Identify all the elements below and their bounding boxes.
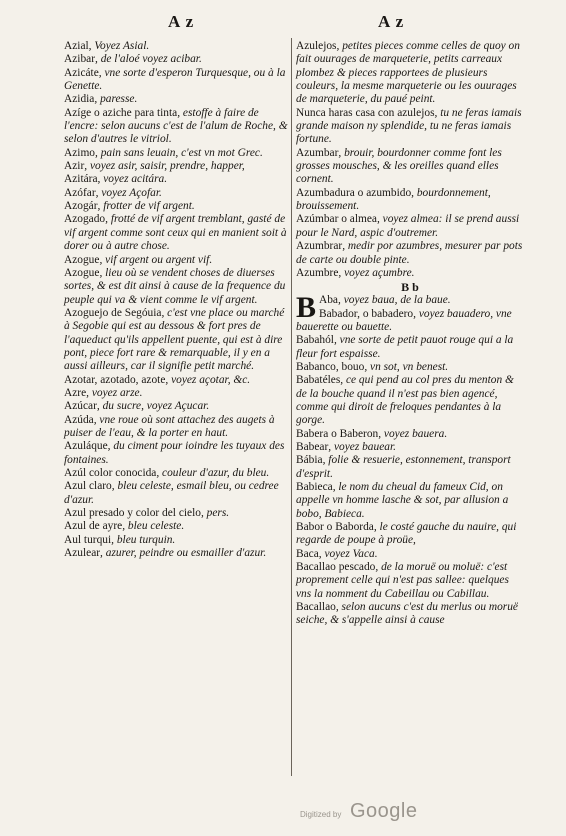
dictionary-entry [64, 387, 288, 400]
dictionary-entry [296, 601, 524, 628]
entry-translation: , c'est vne place ou marché à Segobie qui est au dessous & fort pres de l'aqueduct qu'ils appellent puente, qui est à dire pont, piece fort rare & remarquable, il y en a aussi ailleurs, car il signifie petit marché. [64, 306, 285, 373]
right-column-b-entries [296, 291, 524, 628]
entry-translation: , le costé gauche du nauire, qui regarde de poupe à proüe, [296, 521, 517, 547]
dictionary-entry [296, 361, 524, 374]
entry-headword: Azúda [64, 413, 94, 426]
entry-headword: Babear [296, 440, 329, 453]
entry-headword: Azúl color conocida [64, 467, 157, 479]
entry-headword: Azuláque [64, 440, 108, 453]
entry-headword: Azre [64, 386, 87, 399]
entry-headword: Azibar [64, 53, 95, 66]
entry-translation: , brouir, bourdonner comme font les grosses mousches, & les oreilles quand elles cornent. [296, 146, 502, 186]
dictionary-entry [296, 213, 524, 240]
dictionary-entry [64, 67, 288, 94]
dictionary-entry [296, 107, 524, 147]
entry-headword: Babador, o babadero [319, 307, 414, 320]
entry-translation: , azurer, peindre ou esmailler d'azur. [100, 547, 267, 560]
dictionary-entry [64, 534, 288, 547]
entry-headword: Azogue [64, 253, 100, 266]
entry-translation: , medir por azumbres, mesurer par pots de carte ou double pinte. [296, 240, 523, 266]
dictionary-entry [64, 307, 288, 374]
entry-headword: Azicáte [64, 66, 99, 79]
dictionary-entry [64, 480, 288, 507]
left-column [64, 40, 288, 560]
entry-headword: Babieca [296, 481, 333, 493]
dictionary-entry [64, 400, 288, 413]
entry-headword: Azogado [64, 213, 106, 226]
entry-translation: , le nom du cheual du fameux Cid, on appelle vn homme lasche & sot, par allusion a bobo, Babieca. [296, 481, 509, 520]
dictionary-entry [64, 440, 288, 467]
dictionary-entry [64, 53, 288, 66]
dictionary-entry [64, 374, 288, 387]
entry-headword: Azúmbar o almea [296, 213, 377, 226]
entry-translation: , voyez bauear. [328, 440, 396, 453]
entry-headword: Azumbar [296, 146, 339, 159]
entry-headword: Azogue [64, 266, 100, 279]
entry-headword: Azumbadura o azumbido [296, 186, 412, 199]
dictionary-entry [296, 481, 524, 521]
dictionary-entry [296, 548, 524, 561]
dictionary-entry [296, 441, 524, 454]
entry-translation: , pers. [200, 507, 230, 520]
dictionary-entry [296, 308, 524, 335]
entry-translation: , voyez arze. [86, 386, 143, 399]
dictionary-entry [296, 561, 524, 601]
entry-translation: , folie & resuerie, estonnement, transport d'esprit. [296, 454, 511, 480]
entry-translation: , vne sorte de petit pauot rouge qui a la fleur fort espaisse. [296, 334, 514, 360]
dictionary-entry [296, 334, 524, 361]
dictionary-entry [64, 520, 288, 533]
entry-translation: , vif argent ou argent vif. [99, 253, 213, 266]
dictionary-entry [64, 213, 288, 253]
dictionary-entry [64, 547, 288, 560]
entry-translation: , voyez almea: il se prend aussi pour le Nard, aspic d'outremer. [296, 213, 520, 239]
dictionary-entry [296, 240, 524, 267]
right-column [296, 40, 524, 628]
entry-headword: Azimo [64, 146, 96, 159]
entry-translation: , couleur d'azur, du bleu. [156, 467, 270, 479]
entry-headword: Azófar [64, 186, 96, 199]
entry-headword: Azul claro [64, 480, 112, 493]
entry-headword: Aba [319, 294, 338, 307]
entry-translation: , du ciment pour ioindre les tuyaux des fontaines. [64, 440, 285, 466]
entry-headword: Bábia [296, 454, 323, 467]
dictionary-entry [64, 187, 288, 200]
entry-headword: Azial [64, 40, 89, 52]
entry-headword: Nunca haras casa con azulejos [296, 106, 435, 119]
entry-translation: , voyez açumbre. [338, 266, 415, 279]
right-column-a-entries [296, 40, 524, 280]
entry-translation: , voyez Açofar. [95, 186, 162, 199]
entry-translation: , voyez bauadero, vne bauerette ou bauette. [296, 307, 512, 333]
dictionary-entry [296, 187, 524, 214]
entry-translation: , de l'aloé voyez acibar. [95, 53, 202, 66]
dictionary-entry [296, 374, 524, 427]
digitized-label: Digitized by [300, 810, 342, 819]
entry-translation: , bourdonnement, brouissement. [296, 186, 491, 213]
entry-headword: Azumbrar [296, 240, 343, 253]
entry-translation: , lieu où se vendent choses de diuerses sortes, & est dit ainsi à cause de la frequence du peuple qui va & vient comme le vif argent. [64, 266, 286, 306]
entry-translation: , frotter de vif argent. [97, 200, 195, 213]
entry-translation: , bleu turquin. [111, 533, 176, 546]
column-divider [291, 38, 292, 776]
section-heading-bb: B b [401, 280, 419, 295]
entry-headword: Azulear [64, 547, 101, 560]
dictionary-entry [64, 173, 288, 186]
google-digitized-watermark [300, 800, 470, 824]
entry-translation: , voyez Vaca. [318, 547, 378, 560]
entry-headword: Azoguejo de Segóuia [64, 306, 162, 319]
entry-translation: , pain sans leuain, c'est vn mot Grec. [95, 146, 263, 159]
dictionary-entry [296, 40, 524, 107]
entry-headword: Baca [296, 547, 319, 560]
running-head-right: A z [378, 12, 405, 31]
dictionary-entry [296, 428, 524, 441]
entry-headword: Azidia [64, 93, 95, 106]
entry-translation: , de la moruë ou moluë: c'est proprement celle qui n'est pas sallee: quelques vns la nomment du Cabeillau ou Cabillau. [296, 561, 509, 600]
dictionary-entry [64, 93, 288, 106]
entry-headword: Babatéles [296, 374, 341, 387]
entry-headword: Bacallao pescado [296, 561, 376, 574]
entry-translation: , tu ne feras iamais grande maison ny splendide, tu ne feras iamais fortune. [296, 106, 522, 146]
dictionary-entry [64, 147, 288, 160]
entry-headword: Azogár [64, 200, 98, 213]
entry-translation: , selon aucuns c'est du merlus ou moruë seiche, & s'appelle ainsi à cause [296, 601, 518, 627]
entry-translation: , frotté de vif argent tremblant, gasté de vif argent comme sont ceux qui en manient soit à dorer ou à autre chose. [64, 213, 287, 253]
entry-translation: , voyez asir, saisir, prendre, happer, [84, 160, 245, 173]
entry-headword: Babahól [296, 334, 334, 347]
entry-translation: , voyez baua, de la baue. [338, 294, 451, 307]
dictionary-entry [64, 200, 288, 213]
dictionary-entry [64, 414, 288, 441]
entry-headword: Azúcar [64, 400, 97, 413]
dictionary-entry [296, 147, 524, 187]
entry-headword: Babor o Baborda [296, 521, 374, 534]
entry-headword: Babera o Baberon [296, 427, 379, 440]
dictionary-entry [64, 160, 288, 173]
entry-headword: Azulejos [296, 40, 337, 52]
entry-headword: Azumbre [296, 266, 339, 279]
dictionary-entry [296, 454, 524, 481]
entry-translation: , voyez açotar, &c. [165, 373, 251, 386]
dictionary-entry [64, 254, 288, 267]
entry-headword: Azíge o aziche para tinta [64, 106, 178, 119]
dictionary-entry [64, 467, 288, 480]
dictionary-entry [64, 40, 288, 53]
entry-translation: , bleu celeste, esmail bleu, ou cedree d'azur. [64, 480, 279, 506]
entry-headword: Aul turqui [64, 533, 112, 546]
dictionary-entry [64, 267, 288, 307]
entry-headword: Babanco, bouo [296, 360, 365, 373]
dictionary-entry [296, 267, 524, 280]
entry-translation: , du sucre, voyez Açucar. [96, 400, 210, 413]
dictionary-entry [64, 507, 288, 520]
drop-cap: B [296, 291, 317, 325]
entry-headword: Azotar, azotado, azote [64, 373, 166, 386]
dictionary-entry [64, 107, 288, 147]
entry-translation: , vn sot, vn benest. [364, 360, 449, 373]
dictionary-entry [296, 521, 524, 548]
entry-translation: , estoffe à faire de l'encre: selon aucuns c'est de l'alum de Roche, & selon d'autres le vitriol. [64, 106, 288, 146]
entry-headword: Azitára [64, 173, 98, 186]
entry-translation: , voyez acitára. [97, 173, 168, 186]
entry-headword: Azir [64, 160, 85, 173]
entry-translation: , vne roue où sont attachez des augets à puiser de l'eau, & la porter en haut. [64, 413, 275, 439]
entry-translation: , ce qui pend au col pres du menton & de la bouche quand il n'est pas bien agencé, comme qui diroit de freloques pendantes à la gorge. [296, 374, 514, 427]
entry-translation: , petites pieces comme celles de quoy on fait ouurages de marqueterie, petits carreaux plombez & pieces rapportees de plusieurs couleurs, la mesme marqueterie ou les ouurages de marqueterie, du paué peint. [296, 40, 520, 106]
entry-headword: Bacallao [296, 601, 336, 614]
entry-translation: , vne sorte d'esperon Turquesque, ou à la Genette. [64, 66, 286, 93]
entry-translation: , paresse. [94, 93, 138, 106]
entry-translation: , bleu celeste. [122, 520, 185, 533]
entry-translation: , Voyez Asial. [88, 40, 150, 52]
entry-headword: Azul de ayre [64, 520, 123, 533]
running-head-left: A z [168, 12, 195, 31]
google-logo: Google [350, 800, 418, 822]
entry-translation: , voyez bauera. [378, 427, 448, 440]
entry-headword: Azul presado y color del cielo [64, 507, 201, 520]
